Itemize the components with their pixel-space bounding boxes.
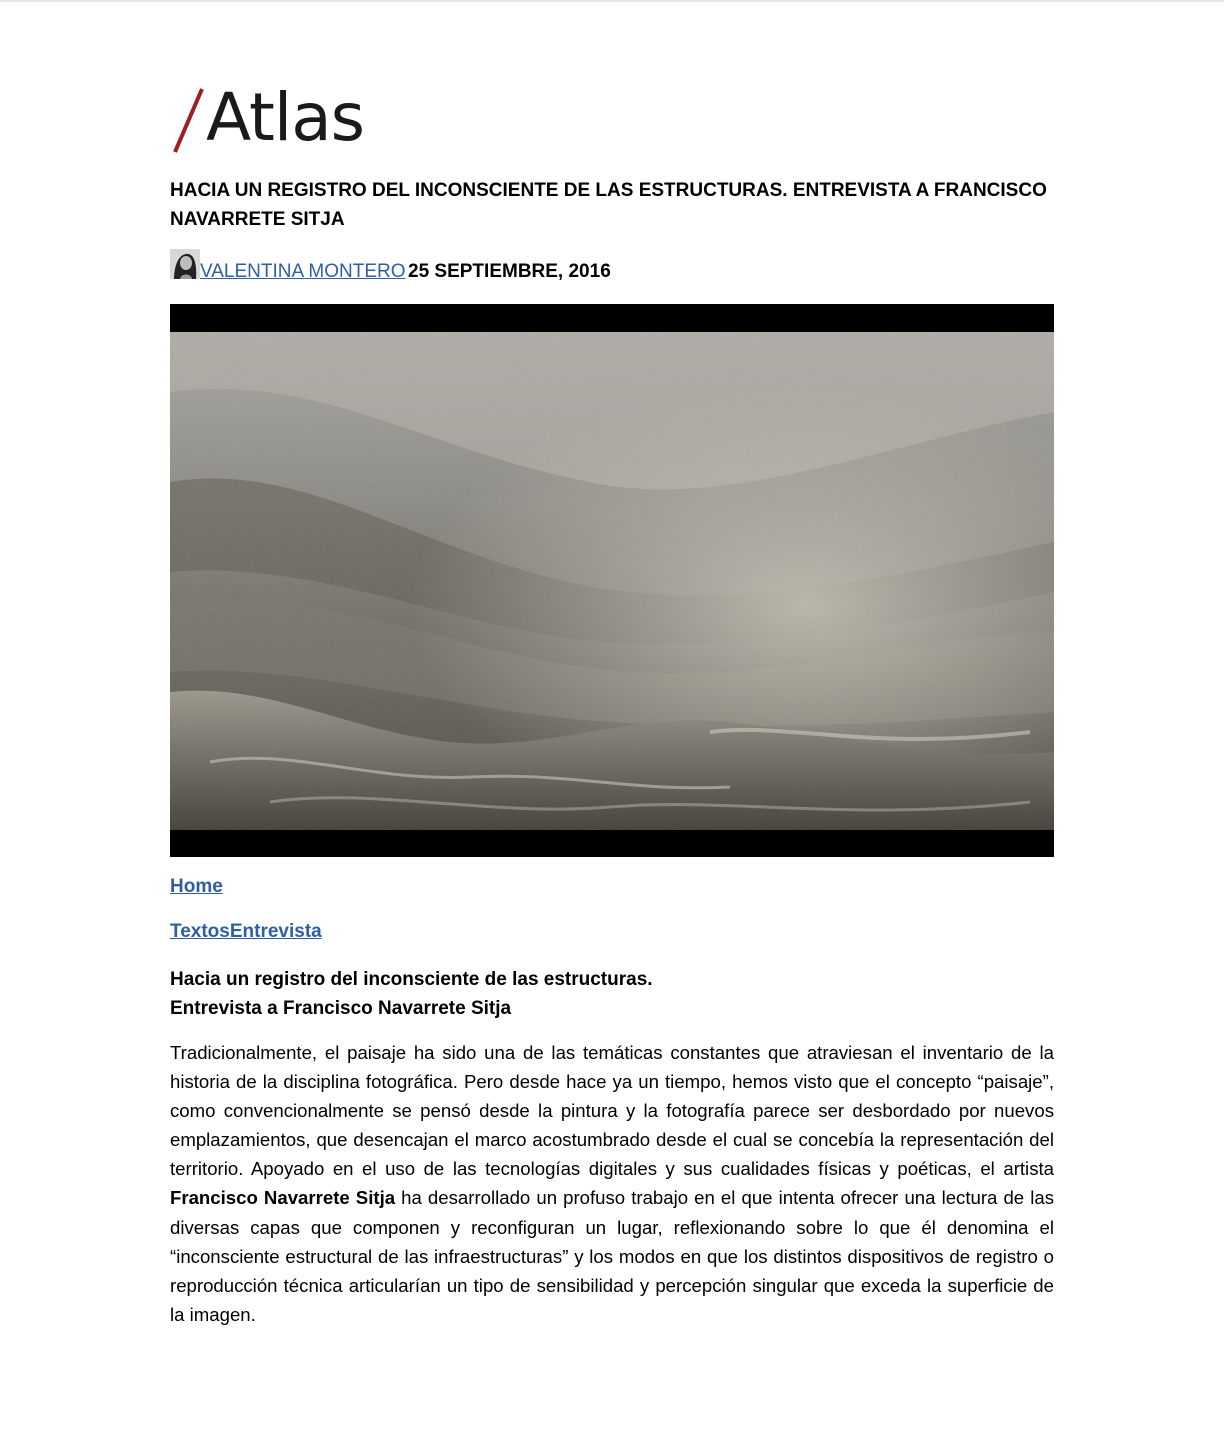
- subhead-line-2: Entrevista a Francisco Navarrete Sitja: [170, 998, 512, 1019]
- top-rule: [0, 0, 1224, 2]
- byline: [170, 249, 1054, 281]
- author-avatar[interactable]: [170, 249, 200, 279]
- article-body: [170, 1038, 1054, 1329]
- body-text-part-1: Tradicionalmente, el paisaje ha sido una de las temáticas constantes que atraviesan el inventario de la historia de la disciplina fotográfica. Pero desde hace ya un tiempo, hemos visto que el concepto “paisaje”, como convencionalmente se pensó desde la pintura y la fotografía parece ser desbordado por nuevos emplazamientos, que desencajan el marco acostumbrado desde el cual se concebía la representación del territorio. Apoyado en el uso de las tecnologías digitales y sus cualidades físicas y poéticas, el artista: [170, 1042, 1054, 1180]
- author-portrait-icon: [170, 249, 200, 279]
- article-title: HACIA UN REGISTRO DEL INCONSCIENTE DE LAS ESTRUCTURAS. ENTREVISTA A FRANCISCO NAVARRETE SITJA: [170, 180, 1047, 230]
- logo-slash-icon: [170, 86, 206, 154]
- body-text-part-2: ha desarrollado un profuso trabajo en el que intenta ofrecer una lectura de las diversas capas que componen y reconfiguran un lugar, reflexionando sobre lo que él denomina el “inconsciente estructural de las infraestructuras” y los modos en que los distintos dispositivos de registro o reproducción técnica articularían un tipo de sensibilidad y percepción singular que exceda la superficie de la imagen.: [170, 1187, 1054, 1325]
- artist-name: Francisco Navarrete Sitja: [170, 1187, 396, 1209]
- subhead-line-1: Hacia un registro del inconsciente de las estructuras.: [170, 969, 653, 990]
- author-link[interactable]: VALENTINA MONTERO: [200, 261, 406, 282]
- publish-date: 25 SEPTIEMBRE, 2016: [408, 261, 611, 282]
- home-link[interactable]: Home: [170, 876, 223, 897]
- landscape-photo: [170, 332, 1054, 830]
- category-link-entrevista[interactable]: Entrevista: [229, 921, 322, 942]
- logo-text: Atlas: [206, 79, 365, 156]
- hero-image: [170, 304, 1054, 857]
- atlas-logo[interactable]: [170, 79, 390, 156]
- article-subhead: [170, 965, 653, 1023]
- category-link-textos[interactable]: Textos: [170, 921, 230, 942]
- category-links: [170, 921, 322, 943]
